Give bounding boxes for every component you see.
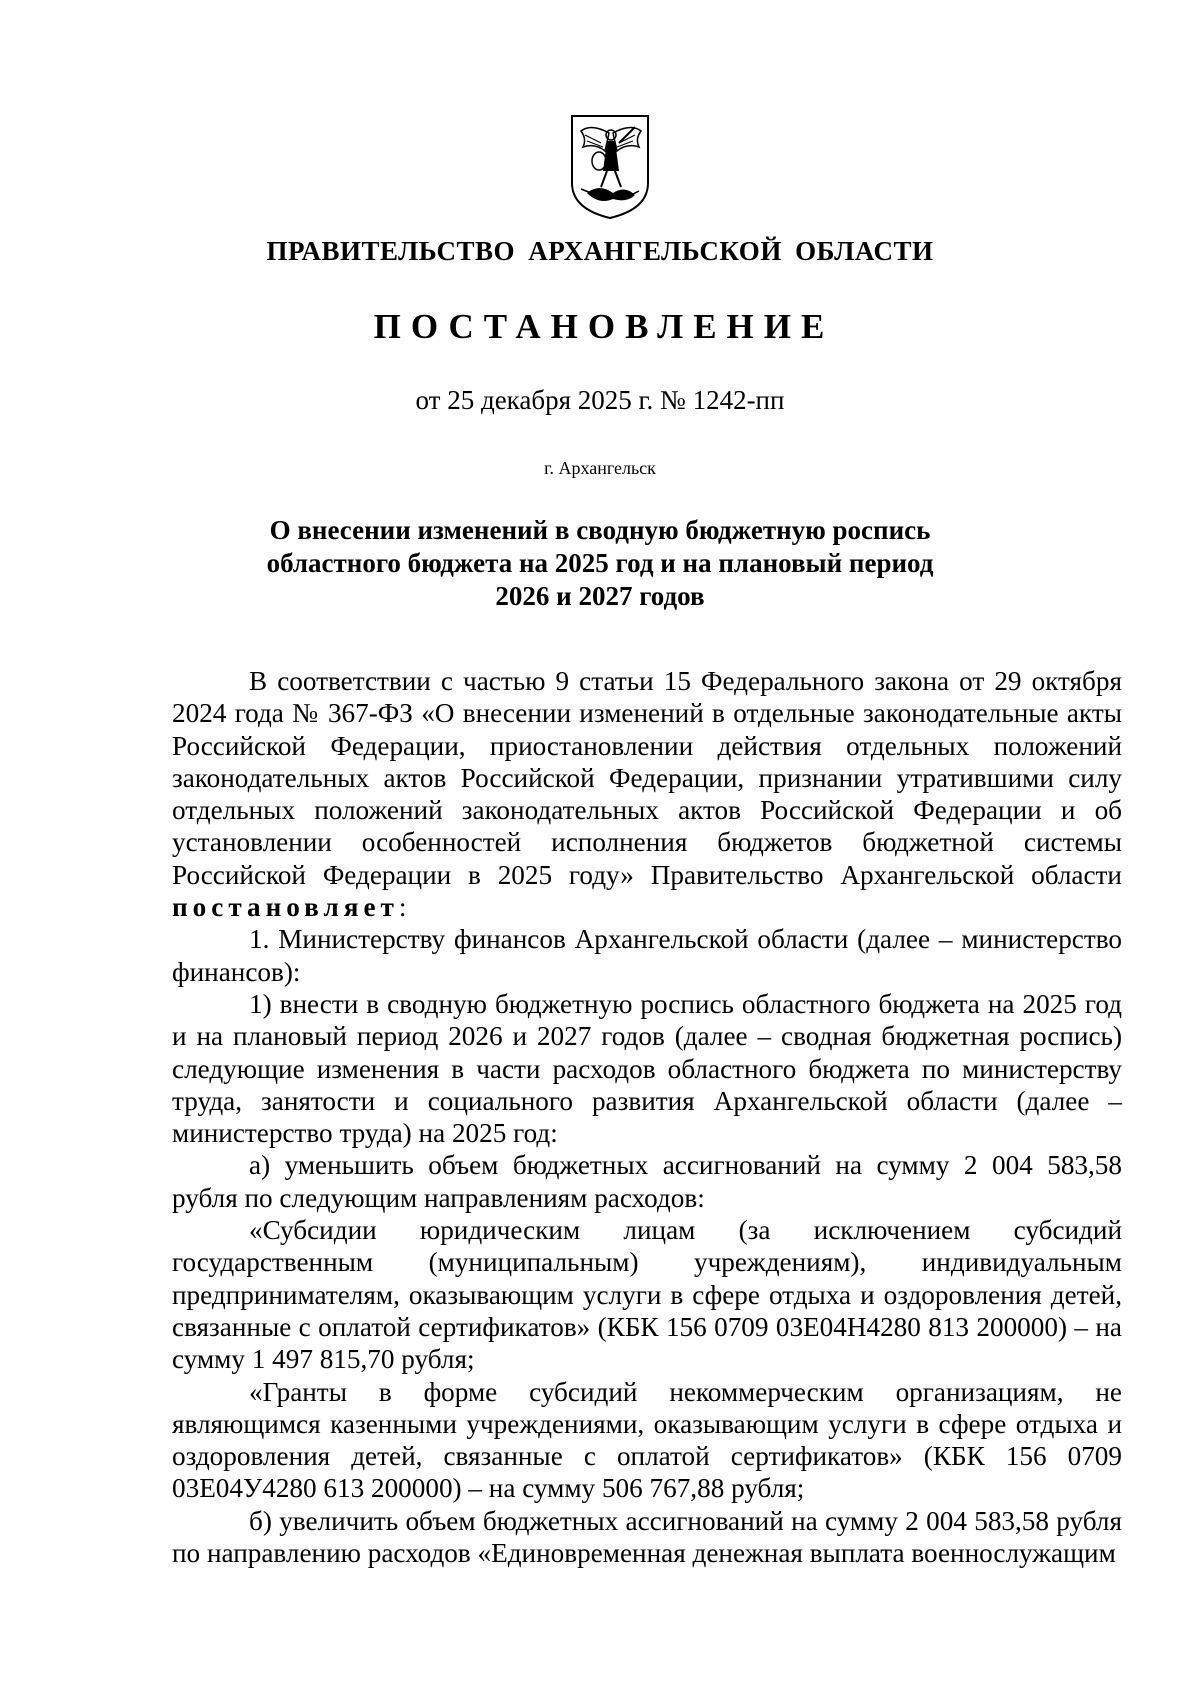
subject-line: О внесении изменений в сводную бюджетную роспись: [269, 515, 931, 545]
preamble-text: В соответствии с частью 9 статьи 15 Федерального закона от 29 октября 2024 года № 367-ФЗ «О внесении изменений в отдельные законодательные акты Российской Федерации, приостановлении действия отдельных положений законодательных актов Российской Федерации, признании утратившими силу отдельных положений законодательных актов Российской Федерации и об установлении особенностей исполнения бюджетов бюджетной системы Российской Федерации в 2025 году» Правительство Архангельской области: [172, 666, 1122, 890]
preamble-end: :: [398, 892, 407, 923]
paragraph-subitem-b: б) увеличить объем бюджетных ассигнований на сумму 2 004 583,58 рубля по направлению расходов «Единовременная денежная выплата военнослужащим: [172, 1505, 1122, 1569]
paragraph-expense-1: «Субсидии юридическим лицам (за исключением субсидий государственным (муниципальным) учреждениям), индивидуальным предпринимателям, оказывающим услуги в сфере отдыха и оздоровления детей, связанные с оплатой сертификатов» (КБК 156 0709 03Е04Н4280 813 200000) – на сумму 1 497 815,70 рубля;: [172, 1215, 1122, 1375]
subject-line: областного бюджета на 2025 год и на плановый период: [266, 548, 934, 578]
document-type: ПОСТАНОВЛЕНИЕ: [373, 307, 835, 346]
document-subject: [0, 514, 1200, 613]
paragraph-subitem-1: 1) внести в сводную бюджетную роспись областного бюджета на 2025 год и на плановый период 2026 и 2027 годов (далее – сводная бюджетная роспись) следующие изменения в части расходов областного бюджета по министерству труда, занятости и социального развития Архангельской области (далее – министерство труда) на 2025 год:: [172, 988, 1122, 1149]
coat-of-arms-icon: [569, 113, 651, 221]
paragraph-subitem-a: а) уменьшить объем бюджетных ассигнований на сумму 2 004 583,58 рубля по следующим направлениям расходов:: [172, 1150, 1122, 1213]
paragraph-expense-2: «Гранты в форме субсидий некоммерческим организациям, не являющимся казенными учреждениями, оказывающим услуги в сфере отдыха и оздоровления детей, связанные с оплатой сертификатов» (КБК 156 0709 03Е04У4280 613 200000) – на сумму 506 767,88 рубля;: [172, 1376, 1122, 1504]
paragraph-item-1: 1. Министерству финансов Архангельской области (далее – министерство финансов):: [172, 924, 1122, 987]
subject-line: 2026 и 2027 годов: [495, 581, 705, 611]
city: г. Архангельск: [544, 458, 656, 478]
date-and-number: от 25 декабря 2025 г. № 1242-пп: [415, 385, 785, 415]
document-body: [172, 665, 1122, 1569]
resolves-keyword: постановляет: [172, 892, 399, 923]
preamble-paragraph: [172, 665, 1122, 923]
government-title: ПРАВИТЕЛЬСТВО АРХАНГЕЛЬСКОЙ ОБЛАСТИ: [266, 236, 934, 266]
